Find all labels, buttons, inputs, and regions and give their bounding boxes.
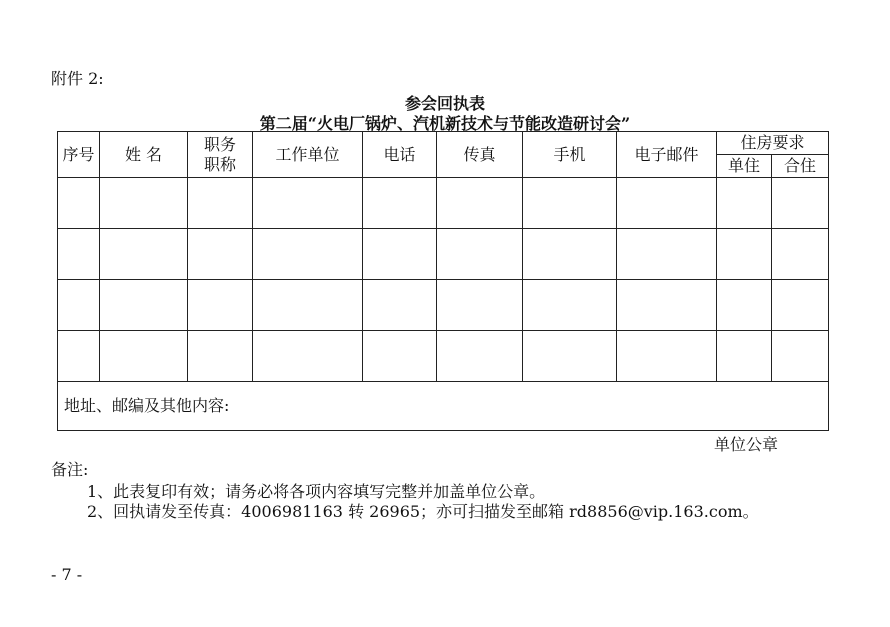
cell-name[interactable] <box>100 178 188 229</box>
notes-label: 备注: <box>51 460 89 479</box>
cell-seq[interactable] <box>58 280 100 331</box>
cell-fax[interactable] <box>437 331 523 382</box>
cell-single[interactable] <box>717 331 772 382</box>
cell-mobile[interactable] <box>523 280 617 331</box>
table-row <box>58 229 829 280</box>
address-label: 地址、邮编及其他内容: <box>64 396 230 415</box>
cell-phone[interactable] <box>363 331 437 382</box>
cell-mobile[interactable] <box>523 229 617 280</box>
cell-seq[interactable] <box>58 331 100 382</box>
cell-single[interactable] <box>717 229 772 280</box>
cell-email[interactable] <box>617 229 717 280</box>
cell-fax[interactable] <box>437 229 523 280</box>
header-email: 电子邮件 <box>617 132 717 178</box>
header-single: 单住 <box>717 155 772 178</box>
table-row <box>58 331 829 382</box>
header-position <box>188 132 253 178</box>
cell-position[interactable] <box>188 331 253 382</box>
address-row <box>58 382 829 431</box>
cell-seq[interactable] <box>58 229 100 280</box>
table-row <box>58 178 829 229</box>
header-shared: 合住 <box>772 155 829 178</box>
header-seq: 序号 <box>58 132 100 178</box>
registration-table <box>57 131 829 431</box>
cell-single[interactable] <box>717 280 772 331</box>
cell-phone[interactable] <box>363 280 437 331</box>
cell-shared[interactable] <box>772 331 829 382</box>
header-fax: 传真 <box>437 132 523 178</box>
form-title: 参会回执表 <box>404 94 485 113</box>
cell-company[interactable] <box>253 229 363 280</box>
cell-name[interactable] <box>100 331 188 382</box>
cell-single[interactable] <box>717 178 772 229</box>
cell-phone[interactable] <box>363 178 437 229</box>
cell-name[interactable] <box>100 280 188 331</box>
conference-title: 第二届“火电厂锅炉、汽机新技术与节能改造研讨会” <box>259 114 631 133</box>
header-phone: 电话 <box>363 132 437 178</box>
seal-label: 单位公章 <box>714 435 779 454</box>
cell-email[interactable] <box>617 178 717 229</box>
cell-shared[interactable] <box>772 178 829 229</box>
table-row <box>58 280 829 331</box>
header-name: 姓 名 <box>100 132 188 178</box>
cell-company[interactable] <box>253 280 363 331</box>
cell-phone[interactable] <box>363 229 437 280</box>
cell-fax[interactable] <box>437 178 523 229</box>
attachment-label: 附件 2: <box>51 69 104 88</box>
cell-fax[interactable] <box>437 280 523 331</box>
cell-mobile[interactable] <box>523 331 617 382</box>
cell-seq[interactable] <box>58 178 100 229</box>
cell-shared[interactable] <box>772 280 829 331</box>
page-number: - 7 - <box>51 565 83 584</box>
cell-company[interactable] <box>253 178 363 229</box>
note-item: 1、此表复印有效；请务必将各项内容填写完整并加盖单位公章。 <box>87 482 546 501</box>
header-position-line1: 职务 <box>203 134 236 154</box>
cell-position[interactable] <box>188 229 253 280</box>
cell-position[interactable] <box>188 280 253 331</box>
header-position-line2: 职称 <box>203 154 236 174</box>
header-housing: 住房要求 <box>717 132 829 155</box>
cell-name[interactable] <box>100 229 188 280</box>
note-item: 2、回执请发至传真：4006981163 转 26965；亦可扫描发至邮箱 rd8856@vip.163.com。 <box>87 502 759 521</box>
cell-position[interactable] <box>188 178 253 229</box>
header-mobile: 手机 <box>523 132 617 178</box>
cell-company[interactable] <box>253 331 363 382</box>
cell-mobile[interactable] <box>523 178 617 229</box>
header-row-top <box>58 132 829 155</box>
cell-email[interactable] <box>617 331 717 382</box>
header-company: 工作单位 <box>253 132 363 178</box>
cell-email[interactable] <box>617 280 717 331</box>
cell-shared[interactable] <box>772 229 829 280</box>
address-field[interactable] <box>58 382 829 431</box>
